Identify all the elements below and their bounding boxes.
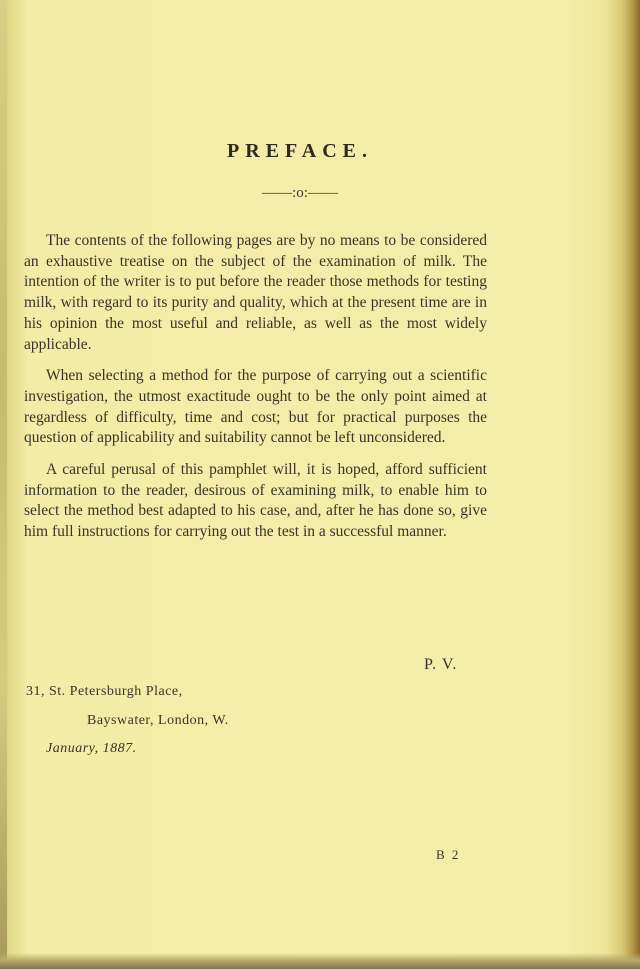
paragraph-2: When selecting a method for the purpose of carrying out a scientific investigation, the utmost exactitude ought to be the only point aimed at regardless of difficulty, time and cost; but for practical purposes the question of applicability and suitability cannot be left unconsidered. xyxy=(24,367,487,447)
title-divider: ——:o:—— xyxy=(262,185,338,201)
paragraph-1: The contents of the following pages are by no means to be considered an exhaustive treatise on the subject of the examination of milk. The intention of the writer is to put before the reader those methods for testing milk, with regard to its purity and quality, which at the present time are in his opinion the most useful and reliable, as well as the most widely applicable. xyxy=(24,232,487,353)
page-bottom-edge xyxy=(0,953,640,969)
preface-date: January, 1887. xyxy=(46,741,137,756)
address-line-2: Bayswater, London, W. xyxy=(87,713,229,728)
page-title: PREFACE. xyxy=(227,140,373,162)
address-line-1: 31, St. Petersburgh Place, xyxy=(26,684,183,699)
preface-body xyxy=(24,231,487,554)
author-initials: P. V. xyxy=(424,656,458,673)
paragraph-3: A careful perusal of this pamphlet will, it is hoped, afford sufficient information to the reader, desirous of examining milk, to enable him to select the method best adapted to his case, and, after he has done so, give him full instructions for carrying out the test in a successful manner. xyxy=(24,461,487,541)
printer-signature-mark: B 2 xyxy=(436,847,461,862)
